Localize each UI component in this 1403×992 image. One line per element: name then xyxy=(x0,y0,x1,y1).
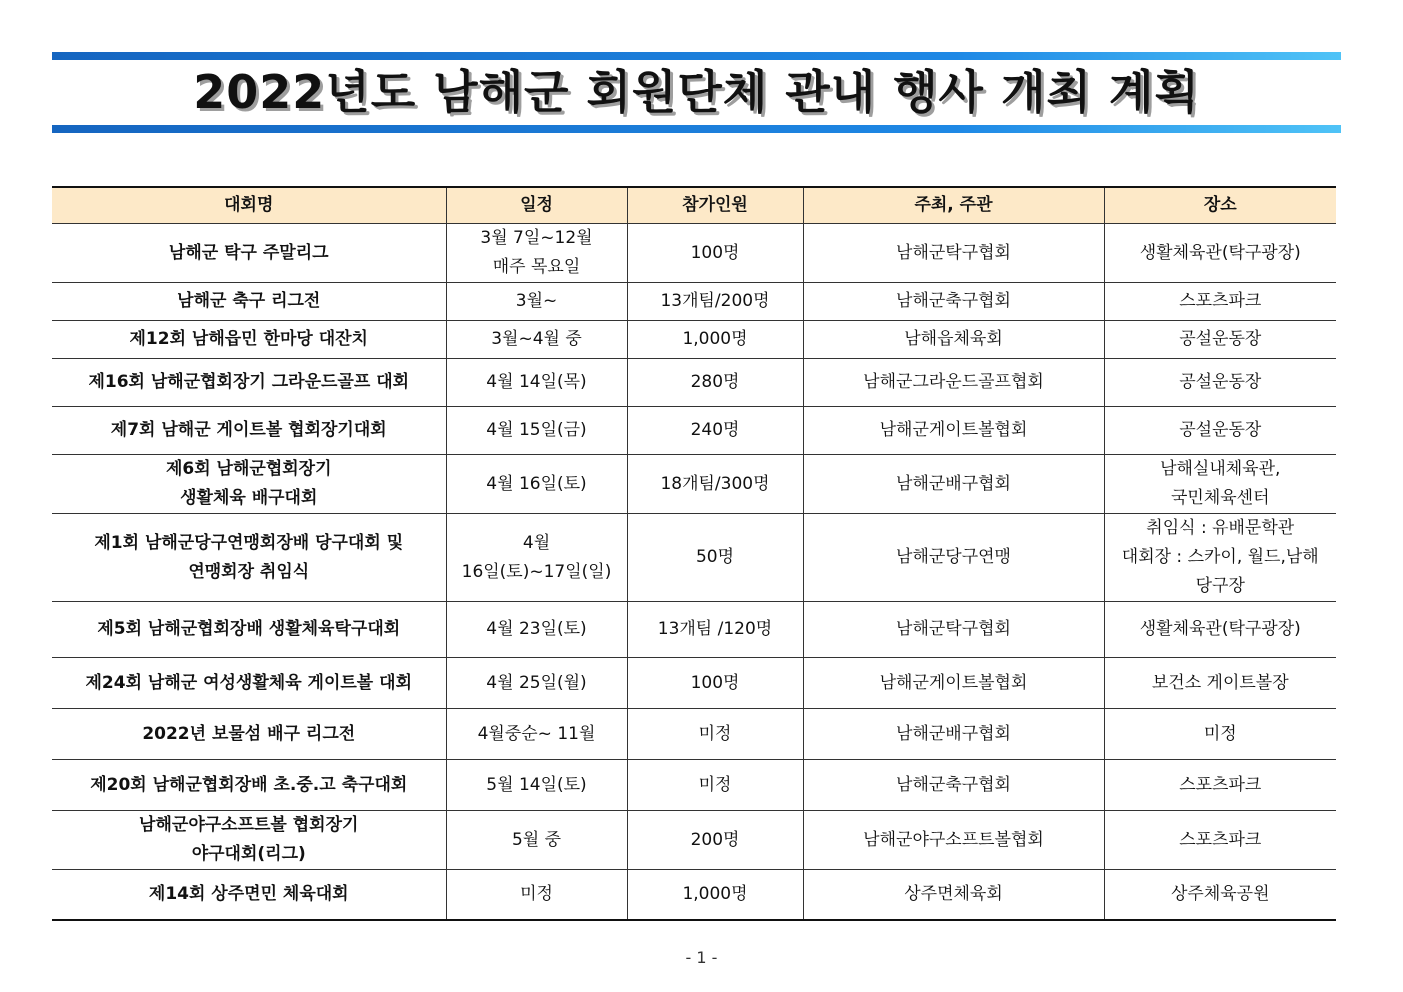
table-row xyxy=(52,760,1336,811)
host-cell xyxy=(803,811,1104,870)
cell-line: 상주체육공원 xyxy=(1170,883,1270,904)
table-row xyxy=(52,407,1336,455)
cell-line: 보건소 게이트볼장 xyxy=(1151,672,1289,693)
participants-cell xyxy=(627,811,803,870)
table-row xyxy=(52,658,1336,709)
venue-cell xyxy=(1104,514,1336,602)
table-row xyxy=(52,514,1336,602)
cell-line: 3월~ xyxy=(515,291,558,311)
cell-line: 1,000명 xyxy=(682,329,748,349)
header-schedule: 일정 xyxy=(446,187,627,224)
venue-cell xyxy=(1104,359,1336,407)
cell-line: 제7회 남해군 게이트볼 협회장기대회 xyxy=(110,420,387,440)
participants-cell xyxy=(627,760,803,811)
cell-line: 제12회 남해읍민 한마당 대잔치 xyxy=(129,329,368,349)
event-name-cell xyxy=(52,709,446,760)
event-name-cell xyxy=(52,658,446,709)
event-name-cell xyxy=(52,870,446,920)
cell-line: 3월 7일~12월 xyxy=(480,228,593,248)
cell-line: 공설운동장 xyxy=(1179,372,1262,392)
event-schedule-table xyxy=(52,186,1336,921)
participants-cell xyxy=(627,283,803,321)
cell-line: 공설운동장 xyxy=(1179,329,1262,349)
participants-cell xyxy=(627,224,803,283)
host-cell xyxy=(803,407,1104,455)
cell-line: 제16회 남해군협회장기 그라운드골프 대회 xyxy=(88,372,410,392)
cell-line: 4월 xyxy=(522,532,551,553)
cell-line: 스포츠파크 xyxy=(1179,291,1262,311)
cell-line: 대회장 : 스카이, 월드,남해 xyxy=(1121,547,1319,567)
header-venue: 장소 xyxy=(1104,187,1336,224)
cell-line: 생활체육 배구대회 xyxy=(180,488,318,508)
schedule-cell xyxy=(446,811,627,870)
venue-cell xyxy=(1104,811,1336,870)
cell-line: 남해군축구협회 xyxy=(896,774,1011,795)
cell-line: 남해군야구소프트볼협회 xyxy=(863,829,1044,850)
schedule-cell xyxy=(446,709,627,760)
venue-cell xyxy=(1104,870,1336,920)
cell-line: 당구장 xyxy=(1195,576,1245,596)
cell-line: 남해군축구협회 xyxy=(896,291,1011,311)
document-title: 2022년도 남해군 회원단체 관내 행사 개최 계획 xyxy=(193,65,1200,119)
host-cell xyxy=(803,283,1104,321)
participants-cell xyxy=(627,514,803,602)
cell-line: 남해군게이트볼협회 xyxy=(879,420,1028,440)
cell-line: 4월중순~ 11월 xyxy=(477,723,596,744)
participants-cell xyxy=(627,359,803,407)
table-row xyxy=(52,870,1336,920)
title-bottom-rule xyxy=(52,125,1341,133)
event-name-cell xyxy=(52,811,446,870)
venue-cell xyxy=(1104,602,1336,658)
cell-line: 남해군그라운드골프협회 xyxy=(863,372,1044,392)
host-cell xyxy=(803,455,1104,514)
venue-cell xyxy=(1104,321,1336,359)
schedule-cell xyxy=(446,283,627,321)
cell-line: 5월 14일(토) xyxy=(486,774,587,795)
cell-line: 남해읍체육회 xyxy=(904,329,1003,349)
cell-line: 미정 xyxy=(1203,723,1237,744)
participants-cell xyxy=(627,321,803,359)
cell-line: 남해군게이트볼협회 xyxy=(879,672,1028,693)
participants-cell xyxy=(627,658,803,709)
cell-line: 240명 xyxy=(690,420,740,440)
cell-line: 남해군탁구협회 xyxy=(896,619,1011,639)
schedule-cell xyxy=(446,455,627,514)
host-cell xyxy=(803,602,1104,658)
cell-line: 국민체육센터 xyxy=(1170,488,1270,508)
cell-line: 상주면체육회 xyxy=(904,883,1003,904)
cell-line: 남해군 축구 리그전 xyxy=(177,291,321,311)
cell-line: 제1회 남해군당구연맹회장배 당구대회 및 xyxy=(94,532,404,553)
cell-line: 취임식 : 유배문학관 xyxy=(1146,518,1295,538)
cell-line: 1,000명 xyxy=(682,883,748,904)
schedule-cell xyxy=(446,514,627,602)
event-name-cell xyxy=(52,283,446,321)
event-name-cell xyxy=(52,602,446,658)
header-host: 주최, 주관 xyxy=(803,187,1104,224)
table-row xyxy=(52,224,1336,283)
host-cell xyxy=(803,658,1104,709)
participants-cell xyxy=(627,407,803,455)
cell-line: 50명 xyxy=(695,547,735,567)
cell-line: 생활체육관(탁구광장) xyxy=(1139,619,1301,639)
event-name-cell xyxy=(52,359,446,407)
schedule-cell xyxy=(446,359,627,407)
cell-line: 미정 xyxy=(698,723,732,744)
cell-line: 남해군야구소프트볼 협회장기 xyxy=(139,815,359,835)
title-top-rule xyxy=(52,52,1341,60)
cell-line: 2022년 보물섬 배구 리그전 xyxy=(142,723,356,744)
cell-line: 4월 25일(월) xyxy=(486,672,587,693)
event-name-cell xyxy=(52,407,446,455)
cell-line: 남해군배구협회 xyxy=(896,723,1011,744)
table-row xyxy=(52,321,1336,359)
cell-line: 4월 14일(목) xyxy=(486,372,587,392)
schedule-cell xyxy=(446,870,627,920)
schedule-cell xyxy=(446,321,627,359)
participants-cell xyxy=(627,602,803,658)
schedule-cell xyxy=(446,658,627,709)
host-cell xyxy=(803,760,1104,811)
participants-cell xyxy=(627,709,803,760)
venue-cell xyxy=(1104,760,1336,811)
schedule-cell xyxy=(446,224,627,283)
table-header-row xyxy=(52,187,1336,224)
venue-cell xyxy=(1104,407,1336,455)
cell-line: 스포츠파크 xyxy=(1179,829,1262,850)
page-number: - 1 - xyxy=(685,948,718,967)
cell-line: 16일(토)~17일(일) xyxy=(461,561,612,582)
host-cell xyxy=(803,709,1104,760)
table-row xyxy=(52,283,1336,321)
schedule-cell xyxy=(446,407,627,455)
venue-cell xyxy=(1104,455,1336,514)
venue-cell xyxy=(1104,224,1336,283)
cell-line: 미정 xyxy=(520,883,553,904)
host-cell xyxy=(803,224,1104,283)
cell-line: 미정 xyxy=(698,774,732,795)
participants-cell xyxy=(627,455,803,514)
cell-line: 생활체육관(탁구광장) xyxy=(1139,242,1301,263)
table-row xyxy=(52,811,1336,870)
cell-line: 제14회 상주면민 체육대회 xyxy=(148,883,349,904)
cell-line: 공설운동장 xyxy=(1179,420,1262,440)
schedule-cell xyxy=(446,760,627,811)
event-name-cell xyxy=(52,514,446,602)
cell-line: 남해실내체육관, xyxy=(1160,459,1281,479)
cell-line: 연맹회장 취임식 xyxy=(188,561,310,582)
venue-cell xyxy=(1104,658,1336,709)
table-row xyxy=(52,455,1336,514)
cell-line: 제24회 남해군 여성생활체육 게이트볼 대회 xyxy=(85,672,412,693)
header-participants: 참가인원 xyxy=(627,187,803,224)
cell-line: 제20회 남해군협회장배 초.중.고 축구대회 xyxy=(90,774,408,795)
table-row xyxy=(52,602,1336,658)
cell-line: 4월 15일(금) xyxy=(486,420,587,440)
venue-cell xyxy=(1104,283,1336,321)
cell-line: 18개팀/300명 xyxy=(660,473,770,494)
cell-line: 4월 23일(토) xyxy=(486,619,587,639)
event-name-cell xyxy=(52,455,446,514)
cell-line: 13개팀 /120명 xyxy=(657,619,773,639)
cell-line: 제5회 남해군협회장배 생활체육탁구대회 xyxy=(97,619,401,639)
header-event-name: 대회명 xyxy=(52,187,446,224)
host-cell xyxy=(803,359,1104,407)
cell-line: 5월 중 xyxy=(511,829,562,850)
host-cell xyxy=(803,514,1104,602)
cell-line: 280명 xyxy=(690,372,740,392)
host-cell xyxy=(803,321,1104,359)
cell-line: 100명 xyxy=(690,242,740,263)
cell-line: 매주 목요일 xyxy=(492,257,581,277)
cell-line: 제6회 남해군협회장기 xyxy=(165,459,332,479)
cell-line: 3월~4월 중 xyxy=(491,329,582,349)
cell-line: 야구대회(리그) xyxy=(191,844,306,864)
event-name-cell xyxy=(52,224,446,283)
cell-line: 100명 xyxy=(690,672,740,693)
cell-line: 4월 16일(토) xyxy=(486,473,587,494)
cell-line: 스포츠파크 xyxy=(1179,774,1262,795)
schedule-cell xyxy=(446,602,627,658)
cell-line: 남해군당구연맹 xyxy=(896,547,1011,567)
cell-line: 남해군 탁구 주말리그 xyxy=(168,242,329,263)
participants-cell xyxy=(627,870,803,920)
cell-line: 200명 xyxy=(690,829,740,850)
cell-line: 남해군배구협회 xyxy=(896,473,1011,494)
table-row xyxy=(52,359,1336,407)
cell-line: 13개팀/200명 xyxy=(660,291,770,311)
host-cell xyxy=(803,870,1104,920)
cell-line: 남해군탁구협회 xyxy=(896,242,1011,263)
table-row xyxy=(52,709,1336,760)
event-name-cell xyxy=(52,760,446,811)
venue-cell xyxy=(1104,709,1336,760)
event-name-cell xyxy=(52,321,446,359)
